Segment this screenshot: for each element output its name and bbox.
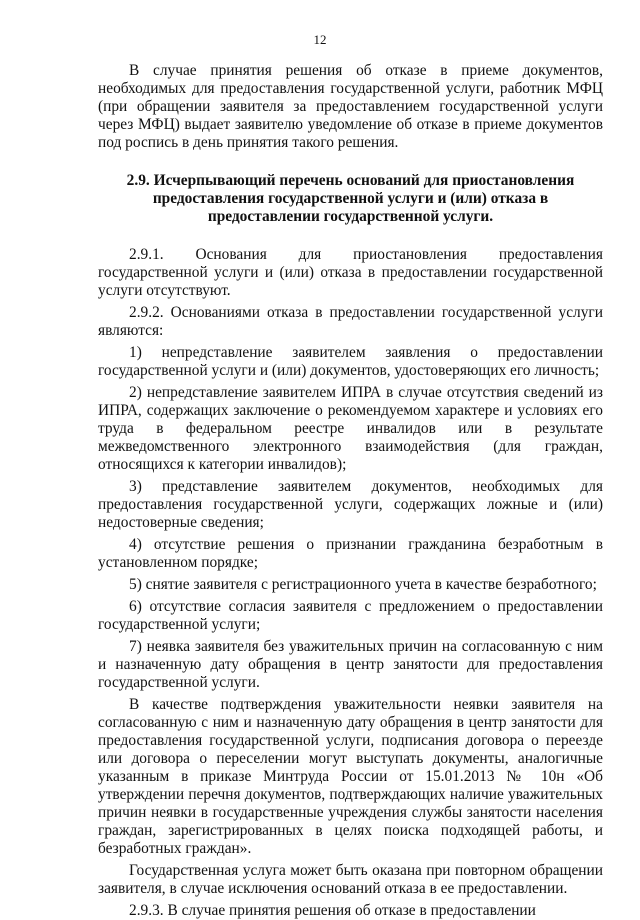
repeat-request-paragraph: Государственная услуга может быть оказана при повторном обращении заявителя, в случае исключения оснований отказа в ее предоставлении. (98, 862, 603, 897)
list-item: 5) снятие заявителя с регистрационного учета в качестве безработного; (129, 576, 597, 593)
list-item: 7) неявка заявителя без уважительных причин на согласованную с ним и назначенную дату обращения в центр занятости для предоставления государственной услуги. (98, 638, 603, 691)
intro-paragraph: В случае принятия решения об отказе в приеме документов, необходимых для предоставления государственной услуги, работник МФЦ (при обращении заявителя за предоставлением государственной услуги через МФЦ) выдает заявителю уведомление об отказе в приеме документов под роспись в день принятия такого решения. (98, 62, 603, 151)
section-heading: 2.9. Исчерпывающий перечень оснований для приостановления предоставления государственной услуги и (или) отказа в предоставлении государственной услуги. (126, 172, 575, 225)
paragraph-2-9-3: 2.9.3. В случае принятия решения об отказе в предоставлении (129, 902, 536, 919)
paragraph-2-9-1: 2.9.1. Основания для приостановления предоставления государственной услуги и (или) отказа в предоставлении государственной услуги отсутствуют. (98, 246, 603, 299)
list-item: 2) непредставление заявителем ИПРА в случае отсутствия сведений из ИПРА, содержащих заключение о рекомендуемом характере и условиях его труда в федеральном реестре инвалидов или в результате межведомственного электронного взаимодействия (для граждан, относящихся к категории инвалидов); (98, 384, 603, 473)
list-item: 1) непредставление заявителем заявления о предоставлении государственной услуги и (или) документов, удостоверяющих его личность; (98, 344, 603, 379)
paragraph-2-9-2: 2.9.2. Основаниями отказа в предоставлении государственной услуги являются: (98, 304, 603, 339)
list-item: 3) представление заявителем документов, необходимых для предоставления государственной услуги, содержащих ложные и (или) недостоверные сведения; (98, 478, 603, 531)
list-item: 4) отсутствие решения о признании гражданина безработным в установленном порядке; (98, 536, 603, 571)
confirmation-paragraph: В качестве подтверждения уважительности неявки заявителя на согласованную с ним и назначенную дату обращения в центр занятости для предоставления государственной услуги, подписания договора о переезде или договора о переселении могут выступать документы, аналогичные указанным в приказе Минтруда России от 15.01.2013 № 10н «Об утверждении перечня документов, подтверждающих наличие уважительных причин неявки в государственные учреждения службы занятости населения граждан, зарегистрированных в целях поиска подходящей работы, и безработных граждан». (98, 696, 603, 857)
refusal-grounds-list (98, 344, 603, 692)
document-body (98, 62, 603, 920)
page-number: 12 (313, 32, 327, 47)
list-item: 6) отсутствие согласия заявителя с предложением о предоставлении государственной услуги; (98, 598, 603, 633)
